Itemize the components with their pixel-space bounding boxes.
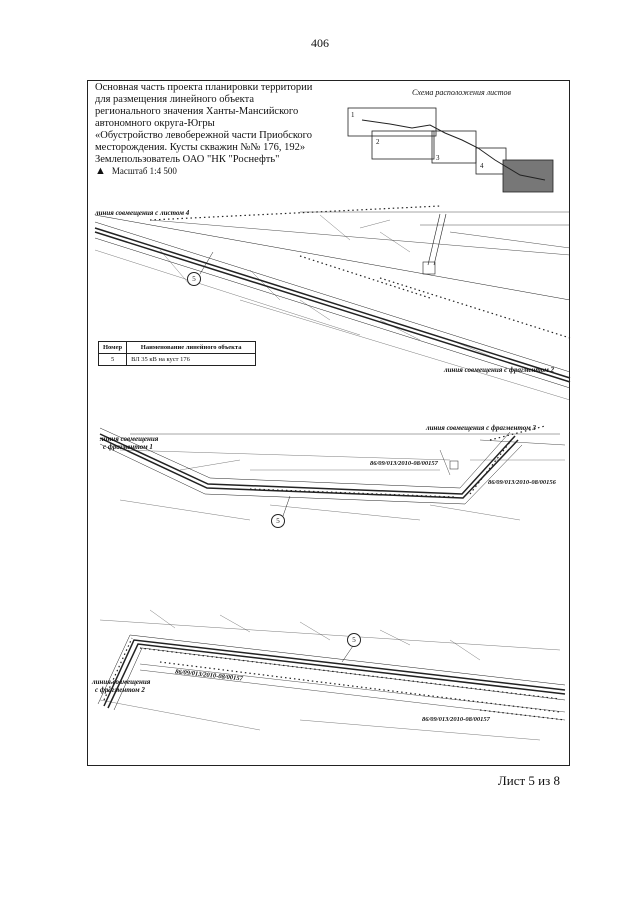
scheme-number-1: 1 — [351, 111, 355, 119]
legend-header-number: Номер — [99, 342, 127, 354]
page-number: 406 — [311, 36, 329, 50]
caption-mid-left-1: линия совмещения — [100, 435, 159, 443]
title-line: автономного округа-Югры — [95, 118, 215, 129]
caption-mid-right: линия совмещения с фрагментом 3 — [426, 424, 537, 432]
scheme-title: Схема расположения листов — [412, 88, 511, 97]
dotted-line-1 — [150, 206, 570, 338]
map-fragment-3 — [98, 610, 565, 740]
parcel-number: 86/09/013/2010-08/00157 — [174, 668, 244, 683]
object-marker: 5 — [347, 633, 361, 647]
legend-cell-name: ВЛ 35 кВ на куст 176 — [127, 354, 256, 366]
caption-top-right: линия совмещения с фрагментом 2 — [444, 366, 555, 374]
scheme-sheet-current — [503, 160, 553, 192]
parcel-number: 86/09/013/2010-08/00157 — [422, 716, 490, 723]
north-arrow-icon: ▲ — [95, 165, 106, 177]
marker-leader-1 — [200, 252, 213, 274]
scale-label: Масштаб 1:4 500 — [111, 166, 177, 176]
parcel-number: 86/09/013/2010-08/00157 — [370, 460, 438, 467]
legend-header-row — [99, 342, 256, 354]
scheme-sheet-4 — [476, 148, 506, 174]
legend-cell-number: 5 — [99, 354, 127, 366]
scheme-number-3: 3 — [436, 154, 440, 162]
object-marker: 5 — [271, 514, 285, 528]
legend-table — [98, 341, 256, 366]
map-fragment-2 — [100, 428, 565, 520]
sheet-scheme — [348, 108, 553, 192]
title-line: регионального значения Ханты-Мансийского — [95, 106, 299, 117]
legend-header-name: Наименование линейного объекта — [127, 342, 256, 354]
caption-bot-left-2: с фрагментом 2 — [95, 686, 145, 694]
scheme-sheet-2 — [372, 131, 434, 159]
title-line: для размещения линейного объекта — [95, 94, 254, 105]
caption-bot-left-1: линия совмещения — [92, 678, 151, 686]
scheme-sheet-1 — [348, 108, 436, 136]
table-row — [99, 354, 256, 366]
title-line: Землепользователь ОАО "НК "Роснефть" — [95, 154, 280, 165]
sheet-footer: Лист 5 из 8 — [497, 773, 560, 788]
title-line: месторождения. Кусты скважин №№ 176, 192» — [95, 142, 306, 153]
object-marker: 5 — [187, 272, 201, 286]
scheme-number-4: 4 — [480, 162, 484, 170]
caption-top-left: линия совмещения с листом 4 — [95, 209, 190, 217]
title-line: Основная часть проекта планировки территории — [95, 82, 313, 93]
caption-mid-left-2: с фрагментом 1 — [103, 443, 153, 451]
scheme-number-2: 2 — [376, 138, 380, 146]
title-line: «Обустройство левобережной части Приобского — [95, 130, 312, 141]
parcel-number: 86/09/013/2010-08/00156 — [488, 479, 556, 486]
dotted-line-3 — [104, 638, 565, 720]
marker-leader-2 — [283, 496, 290, 516]
